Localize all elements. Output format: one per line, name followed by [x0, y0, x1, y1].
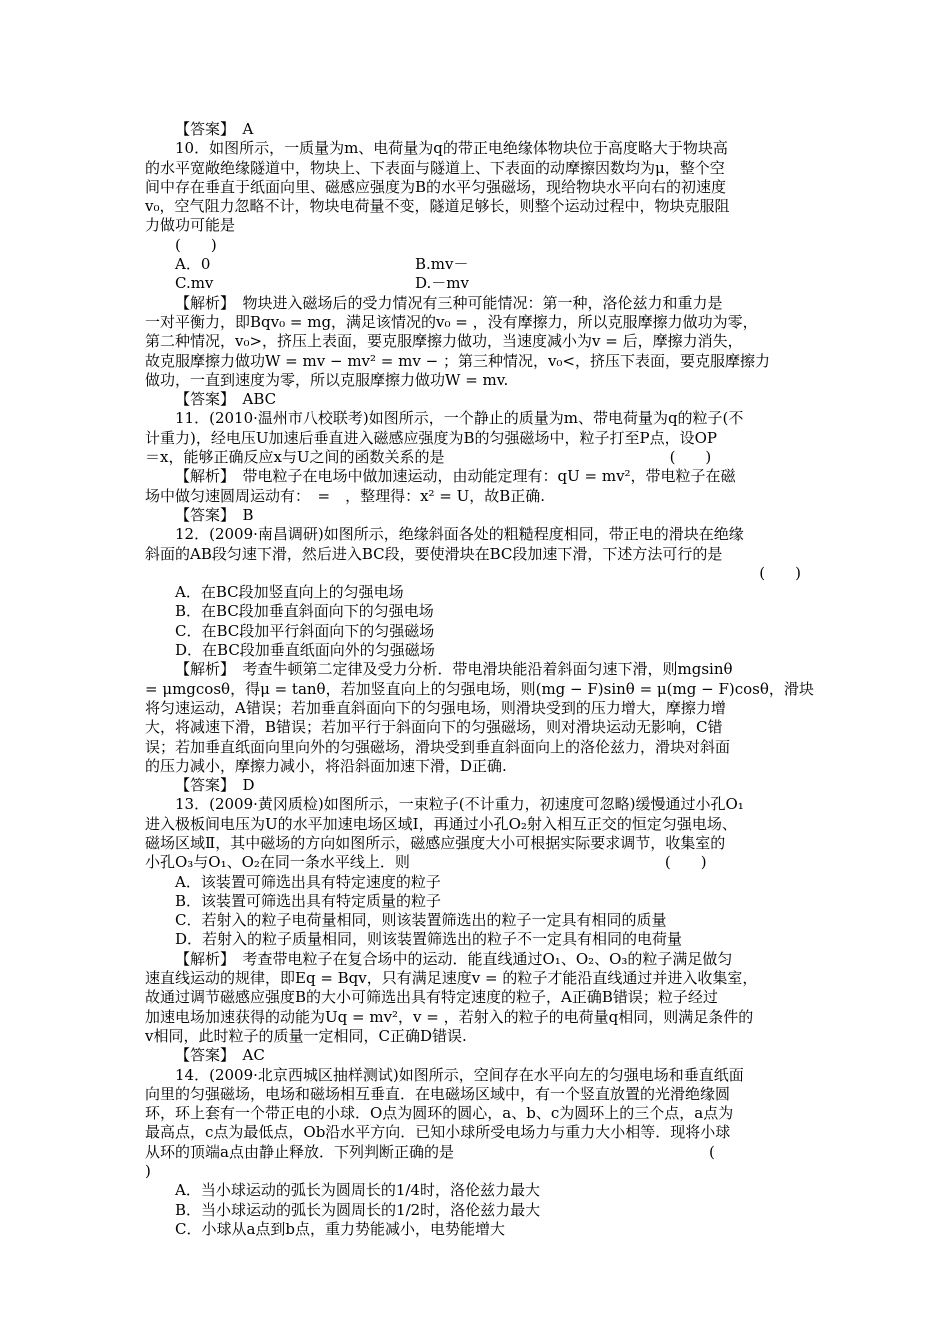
option-c: C.mv	[175, 274, 214, 293]
analysis-12-line: 误；若加垂直纸面向里向外的匀强磁场，滑块受到垂直斜面向上的洛伦兹力，滑块对斜面	[145, 737, 731, 756]
question-11-line: 计重力)，经电压U加速后垂直进入磁感应强度为B的匀强磁场中，粒子打至P点，设OP	[145, 428, 718, 447]
option-a: A．在BC段加竖直向上的匀强电场	[175, 583, 404, 602]
option-a: A．0	[175, 255, 211, 274]
analysis-10-line: 做功，一直到速度为零，所以克服摩擦力做功W = mv.	[145, 370, 509, 389]
document-page	[145, 120, 814, 1239]
question-12-line: 12．(2009·南昌调研)如图所示，绝缘斜面各处的粗糙程度相同，带正电的滑块在绝缘	[175, 525, 744, 544]
option-a: A．该装置可筛选出具有特定速度的粒子	[175, 872, 441, 891]
analysis-13: 【解析】 考查带电粒子在复合场中的运动．能直线通过O₁、O₂、O₃的粒子满足做匀	[175, 949, 733, 968]
question-10-line: 间中存在垂直于纸面向里、磁感应强度为B的水平匀强磁场，现给物块水平向右的初速度	[145, 177, 727, 196]
analysis-10-line: 故克服摩擦力做功W = mv − mv² = mv − ；第三种情况，v₀<，挤压下表面，要克服摩擦力	[145, 351, 771, 370]
option-d: D．在BC段加垂直纸面向外的匀强磁场	[175, 641, 435, 660]
analysis-11: 【解析】 带电粒子在电场中做加速运动，由动能定理有：qU = mv²，带电粒子在磁	[175, 467, 736, 486]
options-row	[145, 255, 807, 274]
question-14-line: 从环的顶端a点由静止释放．下列判断正确的是 (	[145, 1142, 715, 1161]
analysis-10-line: 一对平衡力，即Bqv₀ = mg，满足该情况的v₀ = ，没有摩擦力，所以克服摩擦力做功为零，	[145, 312, 758, 331]
answer-11: 【答案】 B	[175, 505, 254, 524]
analysis-13-line: 加速电场加速获得的动能为Uq = mv²，v = ，若射入的粒子的电荷量q相同，则满足条件的	[145, 1007, 754, 1026]
option-c: C．在BC段加平行斜面向下的匀强磁场	[175, 621, 435, 640]
question-14-line: 环，环上套有一个带正电的小球．O点为圆环的圆心，a、b、c为圆环上的三个点，a点为	[145, 1104, 734, 1123]
answer-blank: ( )	[175, 235, 217, 254]
option-c: C．若射入的粒子电荷量相同，则该装置筛选出的粒子一定具有相同的质量	[175, 911, 667, 930]
analysis-12-line: 将匀速运动，A错误；若加垂直斜面向下的匀强电场，则滑块受到的压力增大，摩擦力增	[145, 698, 726, 717]
question-11-line: ＝x，能够正确反应x与U之间的函数关系的是 ( )	[145, 448, 712, 467]
option-d: D．若射入的粒子质量相同，则该装置筛选出的粒子不一定具有相同的电荷量	[175, 930, 683, 949]
answer-12: 【答案】 D	[175, 776, 255, 795]
question-10-line: 10．如图所示，一质量为m、电荷量为q的带正电绝缘体物块位于高度略大于物块高	[175, 139, 728, 158]
analysis-12-line: 的压力减小，摩擦力减小，将沿斜面加速下滑，D正确.	[145, 756, 507, 775]
option-b: B．当小球运动的弧长为圆周长的1/2时，洛伦兹力最大	[175, 1200, 541, 1219]
analysis-12: 【解析】 考查牛顿第二定律及受力分析．带电滑块能沿着斜面匀速下滑，则mgsinθ	[175, 660, 733, 679]
analysis-10-line: 第二种情况，v₀>，挤压上表面，要克服摩擦力做功，当速度减小为v = 后，摩擦力消失，	[145, 332, 743, 351]
question-13-line: 进入极板间电压为U的水平加速电场区域Ⅰ，再通过小孔O₂射入相互正交的恒定匀强电场、	[145, 814, 737, 833]
question-13-line: 小孔O₃与O₁、O₂在同一条水平线上．则 ( )	[145, 853, 707, 872]
analysis-12-line: 大，将减速下滑，B错误；若加平行于斜面向下的匀强磁场，则对滑块运动无影响，C错	[145, 718, 723, 737]
analysis-12-line: = μmgcosθ，得μ = tanθ，若加竖直向上的匀强电场，则(mg − F)sinθ = μ(mg − F)cosθ，滑块	[145, 679, 814, 698]
answer-10: 【答案】 ABC	[175, 390, 277, 409]
question-13-line: 磁场区域Ⅱ，其中磁场的方向如图所示，磁感应强度大小可根据实际要求调节，收集室的	[145, 833, 726, 852]
question-10-line: 力做功可能是	[145, 216, 236, 235]
option-b: B．该装置可筛选出具有特定质量的粒子	[175, 891, 442, 910]
question-14-line: 最高点，c点为最低点，Ob沿水平方向．已知小球所受电场力与重力大小相等．现将小球	[145, 1123, 731, 1142]
answer-blank: )	[145, 1162, 151, 1181]
analysis-10: 【解析】 物块进入磁场后的受力情况有三种可能情况：第一种，洛伦兹力和重力是	[175, 293, 723, 312]
options-row	[145, 274, 807, 293]
question-12-line: 斜面的AB段匀速下滑，然后进入BC段，要使滑块在BC段加速下滑，下述方法可行的是	[145, 544, 723, 563]
option-b: B.mv－	[415, 255, 469, 274]
question-14-line: 14．(2009·北京西城区抽样测试)如图所示，空间存在水平向左的匀强电场和垂直纸面	[175, 1065, 744, 1084]
answer-13: 【答案】 AC	[175, 1046, 265, 1065]
question-11-line: 11．(2010·温州市八校联考)如图所示，一个静止的质量为m、带电荷量为q的粒子(不	[175, 409, 744, 428]
question-10-line: v₀，空气阻力忽略不计，物块电荷量不变，隧道足够长，则整个运动过程中，物块克服阻	[145, 197, 730, 216]
question-10-line: 的水平宽敞绝缘隧道中，物块上、下表面与隧道上、下表面的动摩擦因数均为μ，整个空	[145, 158, 725, 177]
answer-9: 【答案】 A	[175, 120, 254, 138]
analysis-13-line: 故通过调节磁感应强度B的大小可筛选出具有特定速度的粒子，A正确B错误；粒子经过	[145, 988, 718, 1007]
analysis-13-line: v相同，此时粒子的质量一定相同，C正确D错误.	[145, 1026, 467, 1045]
analysis-13-line: 速直线运动的规律，即Eq = Bqv，只有满足速度v = 的粒子才能沿直线通过并进入收集室，	[145, 969, 758, 988]
question-13-line: 13．(2009·黄冈质检)如图所示，一束粒子(不计重力，初速度可忽略)缓慢通过小孔O₁	[175, 795, 744, 814]
question-14-line: 向里的匀强磁场，电场和磁场相互垂直．在电磁场区域中，有一个竖直放置的光滑绝缘圆	[145, 1084, 731, 1103]
option-a: A．当小球运动的弧长为圆周长的1/4时，洛伦兹力最大	[175, 1181, 540, 1200]
option-b: B．在BC段加垂直斜面向下的匀强电场	[175, 602, 434, 621]
option-c: C．小球从a点到b点，重力势能减小，电势能增大	[175, 1219, 506, 1238]
analysis-11-line: 场中做匀速圆周运动有： = ，整理得：x² = U，故B正确.	[145, 486, 546, 505]
option-d: D.－mv	[415, 274, 469, 293]
answer-blank: ( )	[759, 563, 801, 582]
